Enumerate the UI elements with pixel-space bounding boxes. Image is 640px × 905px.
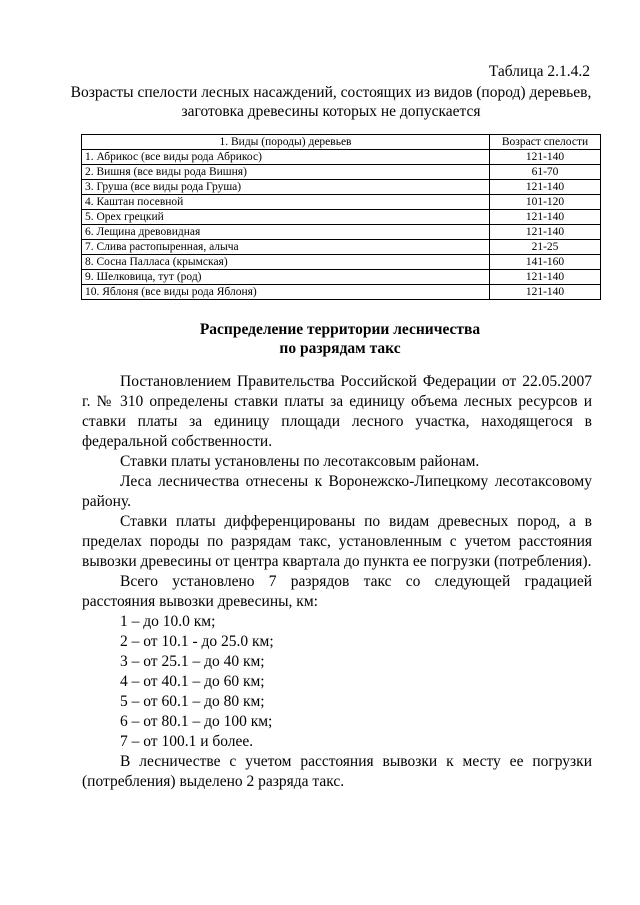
species-name: 9. Шелковица, тут (род)	[82, 270, 490, 285]
final-paragraph: В лесничестве с учетом расстояния вывозки к месту ее погрузки (потребления) выделено 2 разряда такс.	[82, 753, 592, 790]
table-row	[82, 285, 601, 300]
maturity-age: 121-140	[490, 210, 601, 225]
maturity-age: 121-140	[490, 285, 601, 300]
maturity-age: 121-140	[490, 180, 601, 195]
list-item: 4 – от 40.1 – до 60 км;	[120, 673, 265, 690]
maturity-age: 61-70	[490, 165, 601, 180]
species-name: 8. Сосна Палласа (крымская)	[82, 255, 490, 270]
tax-grade-list	[82, 612, 592, 752]
maturity-age: 21-25	[490, 240, 601, 255]
section-title-line: Распределение территории лесничества	[199, 321, 481, 338]
list-item: 6 – от 80.1 – до 100 км;	[120, 713, 273, 730]
maturity-age: 101-120	[490, 195, 601, 210]
species-name: 6. Лещина древовидная	[82, 225, 490, 240]
paragraph: Ставки платы дифференцированы по видам древесных пород, а в пределах породы по разрядам такс, установленным с учетом расстояния вывозки древесины от центра квартала до пункта ее погрузки (потребления).	[82, 513, 592, 570]
species-name: 10. Яблоня (все виды рода Яблоня)	[82, 285, 490, 300]
table-row	[82, 240, 601, 255]
table-row	[82, 255, 601, 270]
table-row	[82, 195, 601, 210]
body-text	[82, 372, 592, 792]
maturity-age: 121-140	[490, 225, 601, 240]
species-name: 3. Груша (все виды рода Груша)	[82, 180, 490, 195]
maturity-age: 121-140	[490, 150, 601, 165]
maturity-age-table	[81, 134, 601, 300]
table-row	[82, 165, 601, 180]
table-row	[82, 210, 601, 225]
table-caption-line: Возрасты спелости лесных насаждений, состоящих из видов (пород) деревьев,	[70, 84, 592, 101]
list-item: 3 – от 25.1 – до 40 км;	[120, 653, 265, 670]
table-row	[82, 150, 601, 165]
species-name: 4. Каштан посевной	[82, 195, 490, 210]
table-number: Таблица 2.1.4.2	[488, 63, 590, 80]
paragraph: Всего установлено 7 разрядов такс со следующей градацией расстояния вывозки древесины, км:	[82, 573, 592, 610]
paragraph: Постановлением Правительства Российской Федерации от 22.05.2007 г. № 310 определены ставки платы за единицу объема лесных ресурсов и ставки платы за единицу площади лесного участка, находящегося в федеральной собственности.	[82, 373, 592, 450]
species-name: 2. Вишня (все виды рода Вишня)	[82, 165, 490, 180]
table-row	[82, 225, 601, 240]
table-caption-line: заготовка древесины которых не допускается	[181, 103, 481, 120]
header-species: 1. Виды (породы) деревьев	[82, 135, 490, 150]
maturity-age: 121-140	[490, 270, 601, 285]
species-name: 7. Слива растопыренная, алыча	[82, 240, 490, 255]
list-item: 2 – от 10.1 - до 25.0 км;	[120, 633, 274, 650]
section-title-line: по разрядам такс	[279, 340, 401, 357]
species-name: 5. Орех грецкий	[82, 210, 490, 225]
table-row	[82, 270, 601, 285]
header-maturity-age: Возраст спелости	[490, 135, 601, 150]
section-title	[70, 320, 610, 358]
list-item: 1 – до 10.0 км;	[120, 613, 216, 630]
table-caption	[70, 83, 592, 121]
maturity-age: 141-160	[490, 255, 601, 270]
table-row	[82, 180, 601, 195]
species-name: 1. Абрикос (все виды рода Абрикос)	[82, 150, 490, 165]
list-item: 5 – от 60.1 – до 80 км;	[120, 693, 265, 710]
paragraph: Ставки платы установлены по лесотаксовым районам.	[120, 453, 480, 470]
list-item: 7 – от 100.1 и более.	[120, 733, 254, 750]
table-header-row	[82, 135, 601, 150]
paragraph: Леса лесничества отнесены к Воронежско-Липецкому лесотаксовому району.	[82, 473, 592, 510]
